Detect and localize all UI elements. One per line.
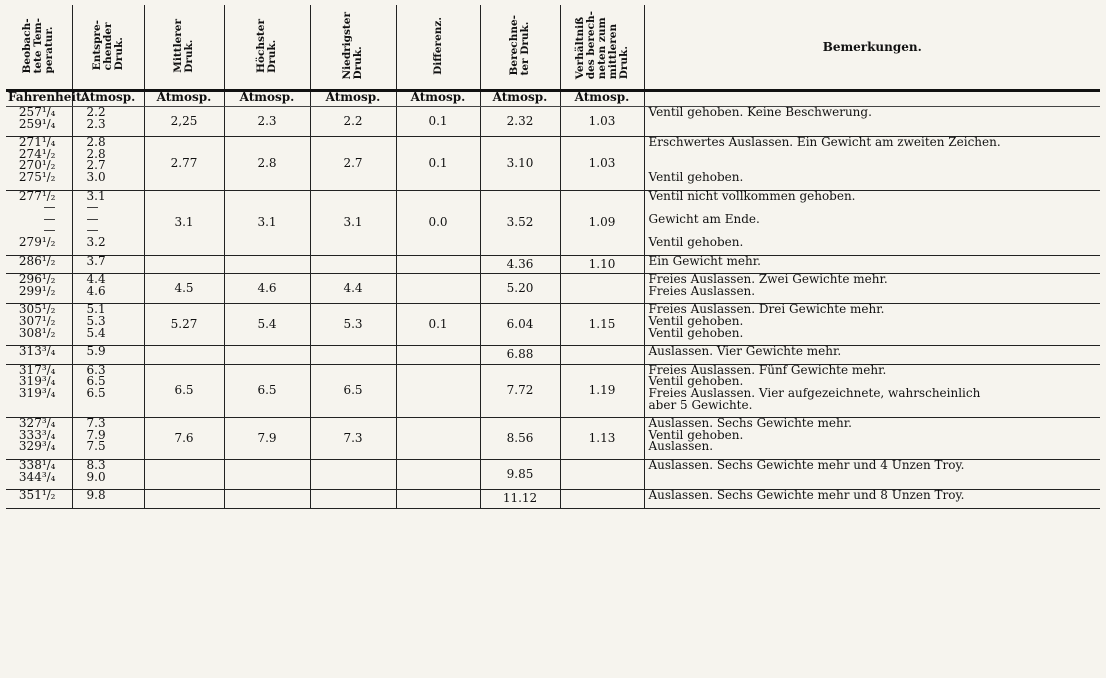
unit-cell: Atmosp.	[224, 91, 310, 107]
remarks-cell	[644, 190, 1100, 255]
col-header: Niedrigster Druk.	[310, 5, 396, 91]
ratio-cell	[560, 137, 644, 190]
diff-cell	[396, 346, 480, 365]
remark-line: Auslassen. Sechs Gewichte mehr und 8 Unzen Troy.	[648, 488, 965, 503]
calc-cell	[480, 274, 560, 304]
pressure-cell	[72, 255, 144, 274]
temperature-cell	[6, 190, 72, 255]
remarks-cell	[644, 346, 1100, 365]
remark-line: Freies Auslassen. Drei Gewichte mehr.	[648, 302, 885, 317]
min-cell	[310, 137, 396, 190]
max-cell	[224, 304, 310, 346]
mean-cell	[144, 255, 224, 274]
unit-cell: Atmosp.	[396, 91, 480, 107]
col-header: Entspre- chender Druk.	[72, 5, 144, 91]
mean-cell	[144, 459, 224, 489]
diff-value: 0.0	[428, 214, 448, 229]
temperature-value: 305¹/₂	[18, 302, 56, 317]
mean-cell	[144, 364, 224, 417]
max-cell	[224, 418, 310, 460]
mean-cell	[144, 346, 224, 365]
max-value: 5.4	[257, 316, 277, 331]
remark-line: Gewicht am Ende.	[648, 211, 760, 226]
table-row	[6, 274, 1100, 304]
remark-line: Ein Gewicht mehr.	[648, 253, 761, 268]
diff-cell	[396, 490, 480, 509]
temperature-value: 279¹/₂	[18, 234, 56, 249]
pressure-value: 5.1	[86, 302, 106, 317]
max-cell	[224, 490, 310, 509]
temperature-cell	[6, 107, 72, 137]
remark-line: Freies Auslassen. Zwei Gewichte mehr.	[648, 272, 888, 287]
pressure-value: 4.6	[86, 283, 106, 298]
calc-cell	[480, 418, 560, 460]
max-cell	[224, 190, 310, 255]
min-value: 3.1	[343, 214, 363, 229]
temperature-value: 333³/₄	[18, 427, 56, 442]
col-header-remarks: Bemerkungen.	[644, 5, 1100, 91]
diff-value: 0.1	[428, 316, 448, 331]
temperature-cell	[6, 255, 72, 274]
diff-cell	[396, 304, 480, 346]
temperature-value: 344³/₄	[18, 469, 56, 484]
ratio-value: 1.03	[588, 155, 616, 170]
temperature-value: 275¹/₂	[18, 169, 56, 184]
remark-line: Freies Auslassen. Fünf Gewichte mehr.	[648, 362, 887, 377]
pressure-value: 7.3	[86, 416, 106, 431]
pressure-value: 2.2	[86, 105, 106, 119]
temperature-value: 327³/₄	[18, 416, 56, 431]
calc-value: 6.04	[506, 316, 534, 331]
pressure-cell	[72, 346, 144, 365]
remark-line: Erschwertes Auslassen. Ein Gewicht am zweiten Zeichen.	[648, 135, 1001, 150]
ratio-cell	[560, 418, 644, 460]
max-cell	[224, 137, 310, 190]
pressure-cell	[72, 190, 144, 255]
calc-value: 8.56	[506, 430, 534, 445]
mean-cell	[144, 107, 224, 137]
mean-value: 5.27	[170, 316, 198, 331]
remarks-cell	[644, 255, 1100, 274]
calc-cell	[480, 490, 560, 509]
calc-cell	[480, 304, 560, 346]
temperature-value: 338¹/₄	[18, 457, 56, 472]
table-body	[6, 91, 1100, 509]
unit-cell: Atmosp.	[144, 91, 224, 107]
pressure-cell	[72, 490, 144, 509]
col-header: Differenz.	[396, 5, 480, 91]
pressure-cell	[72, 107, 144, 137]
mean-cell	[144, 190, 224, 255]
pressure-value: 2.8	[86, 146, 106, 161]
unit-cell: Atmosp.	[310, 91, 396, 107]
pressure-value: 7.5	[86, 439, 106, 454]
col-header: Höchster Druk.	[224, 5, 310, 91]
temperature-value: 308¹/₂	[18, 325, 56, 340]
remarks-cell	[644, 364, 1100, 417]
pressure-value: 7.9	[86, 427, 106, 442]
mean-value: 3.1	[174, 214, 194, 229]
temperature-cell	[6, 459, 72, 489]
remark-line: Freies Auslassen. Vier aufgezeichnete, wahrscheinlich	[648, 385, 981, 400]
min-value: 4.4	[343, 280, 363, 295]
diff-value: 0.1	[428, 113, 448, 128]
temperature-value: —	[43, 211, 56, 226]
temperature-value: —	[43, 200, 56, 215]
diff-cell	[396, 190, 480, 255]
ratio-cell	[560, 490, 644, 509]
pressure-value: —	[86, 211, 99, 226]
pressure-value: 2.3	[86, 116, 106, 131]
table-row	[6, 418, 1100, 460]
max-cell	[224, 107, 310, 137]
remark-line: Ventil gehoben.	[648, 374, 744, 389]
mean-value: 4.5	[174, 280, 194, 295]
pressure-value: 4.4	[86, 272, 106, 287]
table-row	[6, 137, 1100, 190]
pressure-value: 8.3	[86, 457, 106, 472]
unit-cell: Atmosp.	[480, 91, 560, 107]
calc-cell	[480, 137, 560, 190]
min-cell	[310, 274, 396, 304]
pressure-value: 2.7	[86, 158, 106, 173]
min-cell	[310, 459, 396, 489]
unit-cell: Atmosp.	[72, 91, 144, 107]
min-value: 2.2	[343, 113, 363, 128]
ratio-cell	[560, 274, 644, 304]
temperature-cell	[6, 346, 72, 365]
calc-value: 6.88	[506, 347, 534, 362]
temperature-value: 351¹/₂	[18, 488, 56, 503]
col-header: Mittlerer Druk.	[144, 5, 224, 91]
temperature-value: 313³/₄	[18, 344, 56, 359]
table-row	[6, 490, 1100, 509]
min-cell	[310, 418, 396, 460]
calc-cell	[480, 107, 560, 137]
calc-value: 9.85	[506, 466, 534, 481]
remark-line: Auslassen. Sechs Gewichte mehr und 4 Unzen Troy.	[648, 457, 965, 472]
mean-cell	[144, 274, 224, 304]
max-value: 3.1	[257, 214, 277, 229]
remarks-cell	[644, 418, 1100, 460]
table-row	[6, 364, 1100, 417]
remark-line: Ventil gehoben. Keine Beschwerung.	[648, 105, 872, 119]
temperature-value: 274¹/₂	[18, 146, 56, 161]
temperature-value: 329³/₄	[18, 439, 56, 454]
pressure-value: 3.2	[86, 234, 106, 249]
unit-cell: Atmosp.	[560, 91, 644, 107]
max-cell	[224, 364, 310, 417]
remark-line: aber 5 Gewichte.	[648, 397, 753, 412]
min-cell	[310, 304, 396, 346]
mean-cell	[144, 137, 224, 190]
temperature-cell	[6, 364, 72, 417]
min-value: 5.3	[343, 316, 363, 331]
calc-cell	[480, 346, 560, 365]
temperature-cell	[6, 418, 72, 460]
diff-cell	[396, 255, 480, 274]
temperature-value: 270¹/₂	[18, 158, 56, 173]
remark-line: Freies Auslassen.	[648, 283, 756, 298]
pressure-cell	[72, 459, 144, 489]
max-value: 4.6	[257, 280, 277, 295]
table-row	[6, 346, 1100, 365]
remarks-cell	[644, 304, 1100, 346]
calc-value: 11.12	[502, 491, 538, 506]
min-value: 2.7	[343, 155, 363, 170]
remark-line	[649, 149, 1098, 161]
remark-line: Ventil gehoben.	[648, 234, 744, 249]
max-value: 2.3	[257, 113, 277, 128]
min-cell	[310, 190, 396, 255]
remarks-cell	[644, 274, 1100, 304]
col-header: Beobach- tete Tem- peratur.	[6, 5, 72, 91]
calc-value: 3.10	[506, 155, 534, 170]
pressure-cell	[72, 418, 144, 460]
col-header: Berechne- ter Druk.	[480, 5, 560, 91]
temperature-value: 299¹/₂	[18, 283, 56, 298]
diff-cell	[396, 418, 480, 460]
remark-line: Auslassen. Sechs Gewichte mehr.	[648, 416, 852, 431]
pressure-value: 9.0	[86, 469, 106, 484]
calc-value: 2.32	[506, 113, 534, 128]
min-value: 7.3	[343, 430, 363, 445]
ratio-value: 1.15	[588, 316, 616, 331]
ratio-cell	[560, 459, 644, 489]
pressure-cell	[72, 137, 144, 190]
temperature-cell	[6, 137, 72, 190]
remark-line: Ventil gehoben.	[648, 313, 744, 328]
temperature-value: 271¹/₄	[18, 135, 56, 150]
calc-cell	[480, 190, 560, 255]
mean-value: 2,25	[170, 113, 198, 128]
table-row	[6, 190, 1100, 255]
pressure-value: 5.3	[86, 313, 106, 328]
col-header: Verhältniß des berech- neten zum mittleren Druk.	[560, 5, 644, 91]
mean-cell	[144, 490, 224, 509]
min-cell	[310, 490, 396, 509]
diff-cell	[396, 364, 480, 417]
remark-line: Auslassen. Vier Gewichte mehr.	[648, 344, 842, 359]
pressure-value: 3.7	[86, 253, 106, 268]
mean-cell	[144, 418, 224, 460]
max-value: 2.8	[257, 155, 277, 170]
remarks-cell	[644, 107, 1100, 137]
diff-cell	[396, 107, 480, 137]
ratio-value: 1.13	[588, 430, 616, 445]
pressure-value: 9.8	[86, 488, 106, 503]
pressure-value: —	[86, 223, 99, 238]
ratio-cell	[560, 364, 644, 417]
calc-value: 4.36	[506, 256, 534, 271]
temperature-value: 307¹/₂	[18, 313, 56, 328]
temperature-value: 277¹/₂	[18, 188, 56, 203]
pressure-cell	[72, 274, 144, 304]
ratio-cell	[560, 304, 644, 346]
temperature-value: 319³/₄	[18, 385, 56, 400]
remarks-cell	[644, 137, 1100, 190]
pressure-cell	[72, 364, 144, 417]
ratio-cell	[560, 255, 644, 274]
unit-cell: Fahrenheit.	[6, 91, 72, 107]
pressure-value: 3.0	[86, 169, 106, 184]
temperature-cell	[6, 490, 72, 509]
pressure-value: 3.1	[86, 188, 106, 203]
diff-cell	[396, 274, 480, 304]
ratio-value: 1.19	[588, 383, 616, 398]
diff-cell	[396, 459, 480, 489]
max-cell	[224, 255, 310, 274]
calc-value: 3.52	[506, 214, 534, 229]
max-value: 7.9	[257, 430, 277, 445]
remark-line: Ventil gehoben.	[648, 427, 744, 442]
pressure-cell	[72, 304, 144, 346]
header-row	[6, 5, 1100, 91]
ratio-cell	[560, 190, 644, 255]
pressure-value: 6.5	[86, 374, 106, 389]
max-cell	[224, 459, 310, 489]
ratio-value: 1.10	[588, 256, 616, 271]
pressure-value: 2.8	[86, 135, 106, 150]
diff-cell	[396, 137, 480, 190]
table-row	[6, 459, 1100, 489]
temperature-value: 317³/₄	[18, 362, 56, 377]
table-row	[6, 304, 1100, 346]
pressure-table	[6, 5, 1100, 509]
mean-value: 2.77	[170, 155, 198, 170]
max-cell	[224, 274, 310, 304]
mean-cell	[144, 304, 224, 346]
pressure-value: 5.4	[86, 325, 106, 340]
temperature-value: —	[43, 223, 56, 238]
diff-value: 0.1	[428, 155, 448, 170]
min-cell	[310, 346, 396, 365]
min-cell	[310, 255, 396, 274]
temperature-cell	[6, 304, 72, 346]
min-cell	[310, 107, 396, 137]
calc-value: 7.72	[506, 383, 534, 398]
remarks-cell	[644, 459, 1100, 489]
temperature-value: 259¹/₄	[18, 116, 56, 131]
min-cell	[310, 364, 396, 417]
temperature-value: 257¹/₄	[18, 105, 56, 119]
remark-line: Ventil gehoben.	[648, 325, 744, 340]
mean-value: 7.6	[174, 430, 194, 445]
pressure-value: 6.5	[86, 385, 106, 400]
max-value: 6.5	[257, 383, 277, 398]
temperature-value: 319³/₄	[18, 374, 56, 389]
units-row	[6, 91, 1100, 107]
temperature-cell	[6, 274, 72, 304]
table-row	[6, 107, 1100, 137]
table-row	[6, 255, 1100, 274]
ratio-value: 1.03	[588, 113, 616, 128]
max-cell	[224, 346, 310, 365]
temperature-value: 286¹/₂	[18, 253, 56, 268]
calc-cell	[480, 459, 560, 489]
pressure-value: 6.3	[86, 362, 106, 377]
pressure-value: 5.9	[86, 344, 106, 359]
temperature-value: 296¹/₂	[18, 272, 56, 287]
remark-line: Ventil gehoben.	[648, 169, 744, 184]
pressure-value: —	[86, 200, 99, 215]
remark-line: Auslassen.	[648, 439, 714, 454]
mean-value: 6.5	[174, 383, 194, 398]
calc-cell	[480, 364, 560, 417]
remark-line: Ventil nicht vollkommen gehoben.	[648, 188, 856, 203]
calc-value: 5.20	[506, 280, 534, 295]
ratio-cell	[560, 346, 644, 365]
ratio-cell	[560, 107, 644, 137]
calc-cell	[480, 255, 560, 274]
ratio-value: 1.09	[588, 214, 616, 229]
min-value: 6.5	[343, 383, 363, 398]
remarks-cell	[644, 490, 1100, 509]
